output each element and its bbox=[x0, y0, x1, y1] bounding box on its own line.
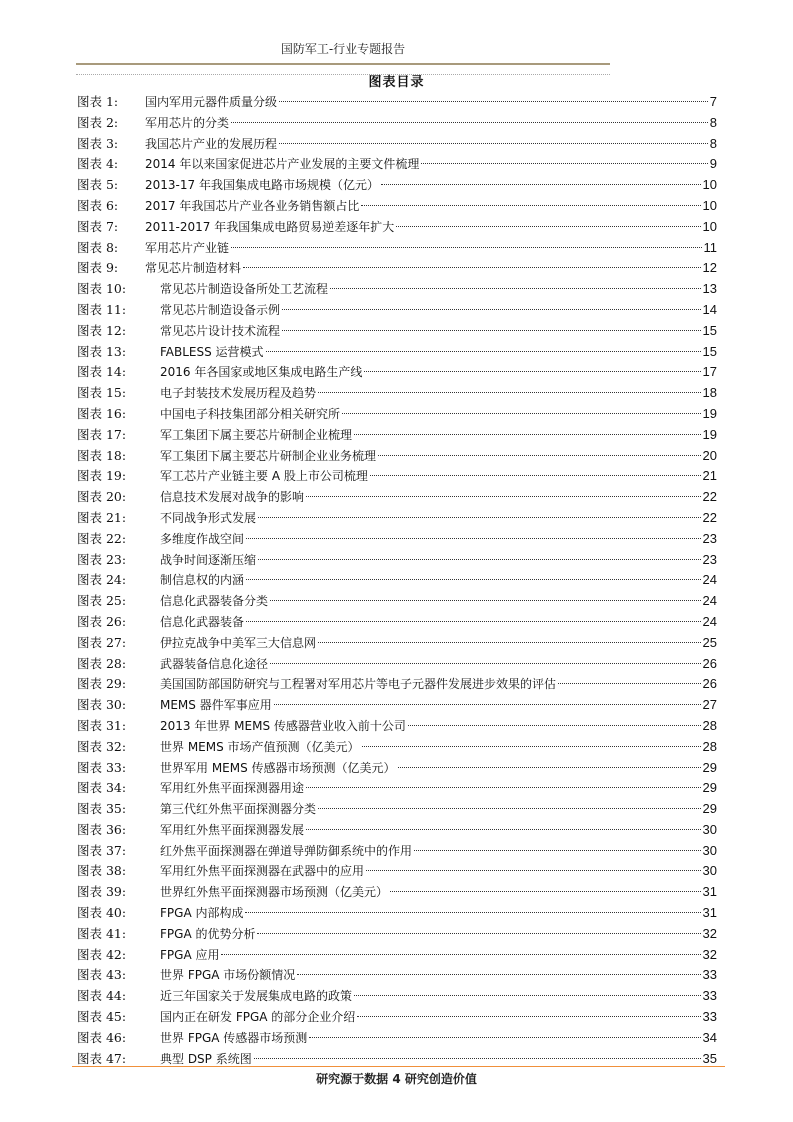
toc-entry[interactable] bbox=[77, 861, 717, 882]
toc-entry-title: 第三代红外焦平面探测器分类 bbox=[160, 802, 317, 817]
toc-entry-label: 图表 5: bbox=[77, 177, 119, 193]
toc-entry[interactable] bbox=[77, 466, 717, 487]
toc-title: 图表目录 bbox=[368, 75, 425, 90]
toc-entry-label: 图表 29: bbox=[77, 676, 127, 692]
toc-dot-leader bbox=[309, 1037, 700, 1038]
toc-entry-page: 33 bbox=[702, 1009, 717, 1025]
toc-entry-page: 29 bbox=[702, 801, 717, 817]
toc-dot-leader bbox=[306, 829, 701, 830]
toc-entry-page: 15 bbox=[702, 343, 717, 359]
toc-entry-page: 33 bbox=[702, 988, 717, 1004]
toc-entry[interactable] bbox=[77, 362, 717, 383]
toc-dot-leader bbox=[279, 143, 708, 144]
toc-dot-leader bbox=[381, 184, 701, 185]
figure-toc-list bbox=[77, 92, 717, 1069]
toc-entry[interactable] bbox=[77, 446, 717, 467]
toc-dot-leader bbox=[282, 330, 701, 331]
toc-entry-page: 35 bbox=[702, 1050, 717, 1066]
toc-entry[interactable] bbox=[77, 134, 717, 155]
toc-entry-label: 图表 21: bbox=[77, 509, 127, 525]
toc-entry-page: 30 bbox=[702, 863, 717, 879]
toc-dot-leader bbox=[362, 746, 701, 747]
toc-entry-title: 信息技术发展对战争的影响 bbox=[160, 490, 305, 505]
toc-entry[interactable] bbox=[77, 300, 717, 321]
toc-entry-title: 多维度作战空间 bbox=[160, 531, 245, 546]
toc-entry[interactable] bbox=[77, 508, 717, 529]
toc-entry-title: 世界红外焦平面探测器市场预测（亿美元） bbox=[160, 885, 389, 900]
toc-entry[interactable] bbox=[77, 633, 717, 654]
toc-entry[interactable] bbox=[77, 965, 717, 986]
toc-entry-title: 近三年国家关于发展集成电路的政策 bbox=[160, 989, 353, 1004]
toc-entry-title: 2013 年世界 MEMS 传感器营业收入前十公司 bbox=[160, 718, 406, 733]
toc-entry-label: 图表 13: bbox=[77, 343, 127, 359]
toc-dot-leader bbox=[258, 559, 701, 560]
toc-dot-leader bbox=[257, 933, 700, 934]
toc-entry-label: 图表 30: bbox=[77, 697, 127, 713]
toc-dot-leader bbox=[354, 434, 701, 435]
toc-entry-title: 国内军用元器件质量分级 bbox=[145, 95, 278, 109]
toc-entry-label: 图表 16: bbox=[77, 405, 127, 421]
toc-entry-page: 23 bbox=[702, 551, 717, 567]
toc-dot-leader bbox=[378, 455, 701, 456]
toc-entry-label: 图表 28: bbox=[77, 655, 127, 671]
toc-entry[interactable] bbox=[77, 841, 717, 862]
toc-entry-label: 图表 37: bbox=[77, 842, 127, 858]
toc-entry-label: 图表 36: bbox=[77, 821, 127, 837]
toc-entry-title: 军用红外焦平面探测器用途 bbox=[160, 781, 305, 796]
toc-entry-label: 图表 15: bbox=[77, 385, 127, 401]
toc-dot-leader bbox=[318, 392, 701, 393]
toc-entry-page: 22 bbox=[702, 489, 717, 505]
toc-entry[interactable] bbox=[77, 674, 717, 695]
toc-entry-title: 红外焦平面探测器在弹道导弹防御系统中的作用 bbox=[160, 843, 413, 858]
toc-entry-page: 29 bbox=[702, 759, 717, 775]
toc-dot-leader bbox=[357, 1016, 700, 1017]
toc-entry-label: 图表 26: bbox=[77, 613, 127, 629]
toc-entry[interactable] bbox=[77, 986, 717, 1007]
toc-entry-label: 图表 17: bbox=[77, 426, 127, 442]
toc-entry-title: 常见芯片设计技术流程 bbox=[160, 323, 281, 338]
toc-entry-page: 30 bbox=[702, 821, 717, 837]
toc-entry-label: 图表 43: bbox=[77, 967, 127, 983]
toc-entry-label: 图表 27: bbox=[77, 634, 127, 650]
toc-entry-page: 25 bbox=[702, 634, 717, 650]
toc-entry-title: 军工集团下属主要芯片研制企业梳理 bbox=[160, 427, 353, 442]
toc-entry-page: 8 bbox=[709, 114, 717, 130]
toc-dot-leader bbox=[306, 787, 701, 788]
toc-entry[interactable] bbox=[77, 238, 717, 259]
toc-entry-label: 图表 9: bbox=[77, 260, 119, 276]
footer-divider bbox=[72, 1066, 725, 1067]
toc-entry-title: 世界 FPGA 市场份额情况 bbox=[160, 968, 296, 983]
toc-entry[interactable] bbox=[77, 342, 717, 363]
toc-entry-page: 21 bbox=[702, 468, 717, 484]
toc-entry-page: 10 bbox=[702, 197, 717, 213]
report-header: 国防军工-行业专题报告 bbox=[280, 42, 406, 56]
toc-entry-page: 24 bbox=[702, 572, 717, 588]
toc-dot-leader bbox=[318, 808, 701, 809]
toc-entry[interactable] bbox=[77, 1007, 717, 1028]
toc-entry-title: 战争时间逐渐压缩 bbox=[160, 552, 257, 567]
toc-entry-title: 2017 年我国芯片产业各业务销售额占比 bbox=[145, 198, 360, 213]
toc-entry-page: 33 bbox=[702, 967, 717, 983]
toc-entry-page: 24 bbox=[702, 593, 717, 609]
toc-entry-label: 图表 4: bbox=[77, 156, 119, 172]
toc-entry-title: 2016 年各国家或地区集成电路生产线 bbox=[160, 365, 363, 380]
toc-entry-title: 常见芯片制造材料 bbox=[145, 261, 242, 276]
toc-entry[interactable] bbox=[77, 113, 717, 134]
toc-entry-label: 图表 47: bbox=[77, 1050, 127, 1066]
toc-dot-leader bbox=[390, 891, 701, 892]
toc-entry[interactable] bbox=[77, 196, 717, 217]
toc-entry-page: 18 bbox=[702, 385, 717, 401]
toc-entry-label: 图表 7: bbox=[77, 218, 119, 234]
toc-entry-label: 图表 32: bbox=[77, 738, 127, 754]
toc-dot-leader bbox=[246, 621, 701, 622]
toc-entry-title: 中国电子科技集团部分相关研究所 bbox=[160, 406, 341, 421]
toc-entry[interactable] bbox=[77, 92, 717, 113]
toc-entry-label: 图表 44: bbox=[77, 988, 127, 1004]
footer-text: 研究源于数据 4 研究创造价值 bbox=[316, 1072, 477, 1086]
toc-entry-title: 军工芯片产业链主要 A 股上市公司梳理 bbox=[160, 469, 368, 484]
toc-entry-label: 图表 1: bbox=[77, 94, 119, 109]
toc-entry-title: 信息化武器装备 bbox=[160, 614, 245, 629]
toc-entry-page: 28 bbox=[702, 738, 717, 754]
toc-entry-label: 图表 33: bbox=[77, 759, 127, 775]
toc-entry-label: 图表 24: bbox=[77, 572, 127, 588]
toc-entry-label: 图表 23: bbox=[77, 551, 127, 567]
toc-entry-label: 图表 38: bbox=[77, 863, 127, 879]
toc-entry-title: 信息化武器装备分类 bbox=[160, 594, 269, 609]
toc-dot-leader bbox=[366, 870, 701, 871]
toc-dot-leader bbox=[306, 496, 701, 497]
toc-entry[interactable] bbox=[77, 737, 717, 758]
toc-entry-label: 图表 25: bbox=[77, 593, 127, 609]
toc-entry[interactable] bbox=[77, 217, 717, 238]
toc-dot-leader bbox=[421, 163, 707, 164]
toc-entry-title: 典型 DSP 系统图 bbox=[160, 1051, 252, 1066]
toc-entry-page: 8 bbox=[709, 135, 717, 151]
toc-entry-page: 9 bbox=[709, 156, 717, 172]
toc-entry-title: 美国国防部国防研究与工程署对军用芯片等电子元器件发展进步效果的评估 bbox=[160, 677, 557, 692]
toc-entry-title: FPGA 内部构成 bbox=[160, 906, 244, 921]
toc-entry-page: 34 bbox=[702, 1029, 717, 1045]
toc-dot-leader bbox=[361, 205, 700, 206]
toc-dot-leader bbox=[246, 579, 701, 580]
toc-entry-label: 图表 6: bbox=[77, 197, 119, 213]
toc-dot-leader bbox=[254, 1058, 701, 1059]
toc-entry-title: 制信息权的内涵 bbox=[160, 573, 245, 588]
toc-entry[interactable] bbox=[77, 550, 717, 571]
toc-entry[interactable] bbox=[77, 591, 717, 612]
toc-dot-leader bbox=[364, 371, 700, 372]
toc-entry-title: 军用红外焦平面探测器在武器中的应用 bbox=[160, 864, 365, 879]
toc-dot-leader bbox=[354, 995, 701, 996]
toc-entry-label: 图表 20: bbox=[77, 489, 127, 505]
toc-entry-title: 军用芯片的分类 bbox=[145, 115, 230, 130]
toc-entry-page: 22 bbox=[702, 509, 717, 525]
toc-entry-page: 19 bbox=[702, 405, 717, 421]
toc-entry[interactable] bbox=[77, 175, 717, 196]
toc-entry-page: 15 bbox=[702, 322, 717, 338]
toc-entry-label: 图表 18: bbox=[77, 447, 127, 463]
toc-entry-label: 图表 42: bbox=[77, 946, 127, 962]
toc-entry-title: 世界 MEMS 市场产值预测（亿美元） bbox=[160, 739, 360, 754]
toc-entry-label: 图表 35: bbox=[77, 801, 127, 817]
toc-entry-label: 图表 19: bbox=[77, 468, 127, 484]
toc-entry[interactable] bbox=[77, 882, 717, 903]
toc-entry-title: 2013-17 年我国集成电路市场规模（亿元） bbox=[145, 178, 379, 193]
toc-dot-leader bbox=[396, 226, 700, 227]
toc-entry[interactable] bbox=[77, 1028, 717, 1049]
toc-dot-leader bbox=[330, 288, 701, 289]
toc-dot-leader bbox=[245, 912, 700, 913]
toc-entry-page: 12 bbox=[702, 260, 717, 276]
toc-entry-title: 世界 FPGA 传感器市场预测 bbox=[160, 1030, 308, 1045]
toc-dot-leader bbox=[266, 351, 701, 352]
toc-entry-page: 7 bbox=[709, 94, 717, 109]
toc-entry-title: 不同战争形式发展 bbox=[160, 510, 257, 525]
toc-entry-page: 31 bbox=[702, 905, 717, 921]
toc-entry[interactable] bbox=[77, 758, 717, 779]
toc-dot-leader bbox=[282, 309, 701, 310]
toc-entry[interactable] bbox=[77, 404, 717, 425]
toc-entry-page: 26 bbox=[702, 676, 717, 692]
toc-entry-label: 图表 8: bbox=[77, 239, 119, 255]
toc-entry[interactable] bbox=[77, 924, 717, 945]
toc-entry[interactable] bbox=[77, 529, 717, 550]
toc-entry[interactable] bbox=[77, 945, 717, 966]
toc-entry-label: 图表 34: bbox=[77, 780, 127, 796]
toc-entry-title: 我国芯片产业的发展历程 bbox=[145, 136, 278, 151]
toc-entry-title: 伊拉克战争中美军三大信息网 bbox=[160, 635, 317, 650]
toc-entry-label: 图表 45: bbox=[77, 1009, 127, 1025]
toc-entry-label: 图表 12: bbox=[77, 322, 127, 338]
toc-entry[interactable] bbox=[77, 321, 717, 342]
toc-dot-leader bbox=[370, 475, 701, 476]
toc-dot-leader bbox=[398, 767, 701, 768]
toc-entry[interactable] bbox=[77, 903, 717, 924]
toc-entry[interactable] bbox=[77, 425, 717, 446]
toc-entry-page: 32 bbox=[702, 946, 717, 962]
toc-entry-page: 30 bbox=[702, 842, 717, 858]
toc-dot-leader bbox=[558, 683, 701, 684]
toc-entry-title: 武器装备信息化途径 bbox=[160, 656, 269, 671]
toc-entry[interactable] bbox=[77, 279, 717, 300]
toc-entry-page: 14 bbox=[702, 301, 717, 317]
toc-entry-label: 图表 2: bbox=[77, 114, 119, 130]
toc-entry-label: 图表 31: bbox=[77, 717, 127, 733]
toc-dot-leader bbox=[318, 642, 701, 643]
toc-dot-leader bbox=[258, 517, 701, 518]
toc-entry[interactable] bbox=[77, 570, 717, 591]
toc-entry-title: FPGA 的优势分析 bbox=[160, 926, 256, 941]
toc-entry-title: FPGA 应用 bbox=[160, 947, 220, 962]
toc-entry-page: 19 bbox=[702, 426, 717, 442]
toc-entry-title: 2014 年以来国家促进芯片产业发展的主要文件梳理 bbox=[145, 157, 420, 172]
toc-entry[interactable] bbox=[77, 612, 717, 633]
toc-entry-page: 27 bbox=[702, 697, 717, 713]
toc-entry[interactable] bbox=[77, 654, 717, 675]
toc-entry-page: 29 bbox=[702, 780, 717, 796]
toc-entry-label: 图表 22: bbox=[77, 530, 127, 546]
toc-dot-leader bbox=[297, 974, 700, 975]
toc-dot-leader bbox=[342, 413, 701, 414]
toc-entry[interactable] bbox=[77, 383, 717, 404]
toc-entry-page: 31 bbox=[702, 884, 717, 900]
toc-entry[interactable] bbox=[77, 695, 717, 716]
toc-entry[interactable] bbox=[77, 799, 717, 820]
toc-dot-leader bbox=[246, 538, 701, 539]
toc-entry-title: 2011-2017 年我国集成电路贸易逆差逐年扩大 bbox=[145, 219, 395, 234]
toc-entry-title: 电子封装技术发展历程及趋势 bbox=[160, 386, 317, 401]
toc-entry[interactable] bbox=[77, 154, 717, 175]
toc-entry-page: 26 bbox=[702, 655, 717, 671]
toc-entry-page: 10 bbox=[702, 177, 717, 193]
toc-entry-page: 32 bbox=[702, 925, 717, 941]
header-divider bbox=[76, 63, 610, 65]
toc-entry[interactable] bbox=[77, 778, 717, 799]
toc-entry-label: 图表 39: bbox=[77, 884, 127, 900]
toc-entry-label: 图表 14: bbox=[77, 364, 127, 380]
toc-entry-page: 24 bbox=[702, 613, 717, 629]
toc-entry-page: 28 bbox=[702, 717, 717, 733]
toc-entry-title: FABLESS 运营模式 bbox=[160, 344, 264, 359]
toc-entry-label: 图表 3: bbox=[77, 135, 119, 151]
toc-entry-title: 军用红外焦平面探测器发展 bbox=[160, 822, 305, 837]
toc-entry-title: 国内正在研发 FPGA 的部分企业介绍 bbox=[160, 1010, 356, 1025]
toc-entry[interactable] bbox=[77, 820, 717, 841]
toc-entry-page: 23 bbox=[702, 530, 717, 546]
toc-dot-leader bbox=[221, 954, 700, 955]
toc-dot-leader bbox=[408, 725, 701, 726]
toc-entry-page: 10 bbox=[702, 218, 717, 234]
toc-entry-page: 20 bbox=[702, 447, 717, 463]
toc-entry-label: 图表 46: bbox=[77, 1029, 127, 1045]
toc-dot-leader bbox=[231, 247, 701, 248]
toc-dot-leader bbox=[231, 122, 708, 123]
toc-entry-title: 军工集团下属主要芯片研制企业业务梳理 bbox=[160, 448, 377, 463]
toc-entry[interactable] bbox=[77, 258, 717, 279]
toc-dot-leader bbox=[243, 267, 701, 268]
toc-entry-page: 11 bbox=[703, 239, 717, 255]
toc-entry-label: 图表 40: bbox=[77, 905, 127, 921]
toc-entry-title: 常见芯片制造设备所处工艺流程 bbox=[160, 282, 329, 297]
toc-entry-page: 13 bbox=[702, 281, 717, 297]
toc-dot-leader bbox=[279, 101, 708, 102]
toc-entry-label: 图表 10: bbox=[77, 281, 127, 297]
toc-dot-leader bbox=[414, 850, 701, 851]
toc-entry[interactable] bbox=[77, 487, 717, 508]
toc-entry-title: 常见芯片制造设备示例 bbox=[160, 302, 281, 317]
toc-entry-label: 图表 41: bbox=[77, 925, 127, 941]
toc-entry-title: MEMS 器件军事应用 bbox=[160, 698, 272, 713]
toc-entry-page: 17 bbox=[702, 364, 717, 380]
toc-entry-title: 军用芯片产业链 bbox=[145, 240, 230, 255]
toc-entry-title: 世界军用 MEMS 传感器市场预测（亿美元） bbox=[160, 760, 396, 775]
toc-dot-leader bbox=[270, 663, 701, 664]
toc-dot-leader bbox=[270, 600, 701, 601]
toc-entry[interactable] bbox=[77, 716, 717, 737]
toc-entry-label: 图表 11: bbox=[77, 301, 127, 317]
toc-dot-leader bbox=[274, 704, 701, 705]
